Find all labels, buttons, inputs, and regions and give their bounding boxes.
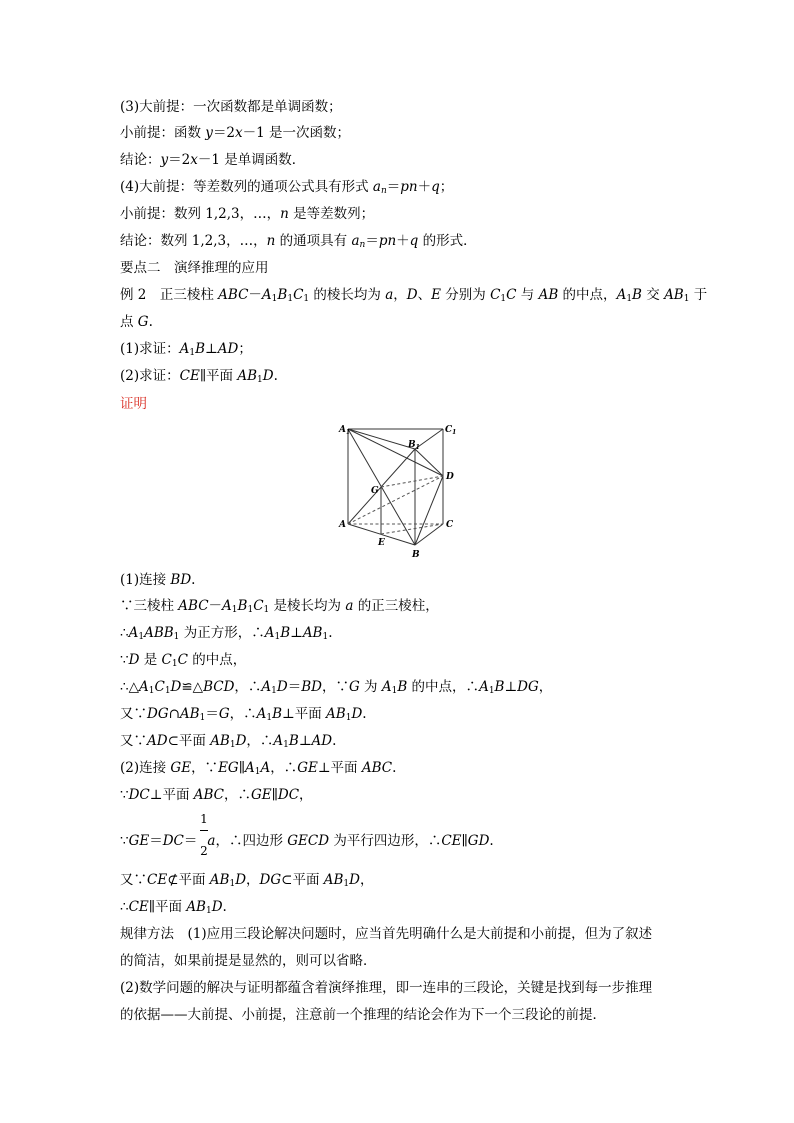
label-B1: $B_1$ xyxy=(408,440,420,451)
text-line: (3)大前提：一次函数都是单调函数； xyxy=(120,99,342,115)
proof-step: 又∵AD⊂平面 $AB_1D$，$\therefore A_1B\perp AD$. xyxy=(120,733,337,750)
text-line: 结论：y＝2x－1 是单调函数． xyxy=(120,152,306,168)
label-D: D xyxy=(446,472,454,482)
proof-step: ∵GE＝DC＝ a，∴四边形 GECD 为平行四边形，∴CE∥GD. xyxy=(120,833,494,849)
method-note: 规律方法 (1)应用三段论解决问题时，应当首先明确什么是大前提和小前提，但为了叙述 xyxy=(120,926,653,942)
proof-step: (1)连接 BD. xyxy=(120,572,196,588)
prism-figure xyxy=(336,421,462,559)
proof-step: (2)连接 GE，$\because EG\parallel A_1A$，∴GE⊥平面 ABC. xyxy=(120,760,397,777)
section-heading: 要点二 演绎推理的应用 xyxy=(120,260,269,276)
text-line: 小前提：函数 y＝2x－1 是一次函数； xyxy=(120,125,351,141)
fraction-denominator: 2 xyxy=(200,844,208,858)
proof-step: 又∵CE⊄平面 $AB_1D$，DG⊂平面 $AB_1D$， xyxy=(120,872,374,889)
text-line: 小前提：数列 1,2,3，…，n 是等差数列； xyxy=(120,206,375,222)
label-A1: $A_1$ xyxy=(339,425,351,436)
proof-step: ∴CE∥平面 $AB_1D$. xyxy=(120,899,227,916)
proof-step: ∵D 是 $C_1C$ 的中点， xyxy=(120,652,247,669)
proof-step: ∵DC⊥平面 ABC，∴GE∥DC， xyxy=(120,787,313,803)
label-E: E xyxy=(378,538,385,548)
proof-step: 又$\because DG\cap AB_1=G$，$\therefore A_1B\perp$平面 $AB_1D$. xyxy=(120,706,367,723)
method-note: 的依据——大前提、小前提，注意前一个推理的结论会作为下一个三段论的前提． xyxy=(120,1007,606,1023)
proof-label: 证明 xyxy=(120,396,147,412)
proof-step: $\therefore\triangle A_1C_1D≌\triangle BCD$，$\therefore A_1D=BD$，∵G 为 $A_1B$ 的中点，$\therefore A_1B\perp DG$， xyxy=(120,679,553,696)
proof-step: ∵三棱柱 $ABC-A_1B_1C_1$ 是棱长均为 a 的正三棱柱， xyxy=(120,598,439,615)
label-G: G xyxy=(371,486,379,496)
fraction-numerator: 1 xyxy=(200,812,208,826)
text-line: 点 G. xyxy=(120,314,153,330)
fraction-bar xyxy=(200,830,208,831)
example-statement: 例 2 正三棱柱 $ABC-A_1B_1C_1$ 的棱长均为 a，D、E 分别为 $C_1C$ 与 AB 的中点，$A_1B$ 交 $AB_1$ 于 xyxy=(120,287,708,304)
text-line: (1)求证：$A_1B\perp AD$； xyxy=(120,341,252,358)
label-A: A xyxy=(339,520,346,530)
label-B: B xyxy=(412,550,420,559)
text-line: 结论：数列 1,2,3，…，n 的通项具有 $a_n=pn+q$ 的形式． xyxy=(120,233,477,250)
proof-step: $\therefore A_1ABB_1$ 为正方形，$\therefore A_1B\perp AB_1$. xyxy=(120,625,333,642)
text-line: (2)求证：CE∥平面 $AB_1D$. xyxy=(120,368,278,385)
method-note: (2)数学问题的解决与证明都蕴含着演绎推理，即一连串的三段论，关键是找到每一步推理 xyxy=(120,980,653,996)
label-C1: $C_1$ xyxy=(445,425,457,436)
method-note: 的简洁，如果前提是显然的，则可以省略． xyxy=(120,953,377,969)
label-C: C xyxy=(446,520,454,530)
text-line: (4)大前提：等差数列的通项公式具有形式 $a_n=pn+q$； xyxy=(120,179,454,196)
